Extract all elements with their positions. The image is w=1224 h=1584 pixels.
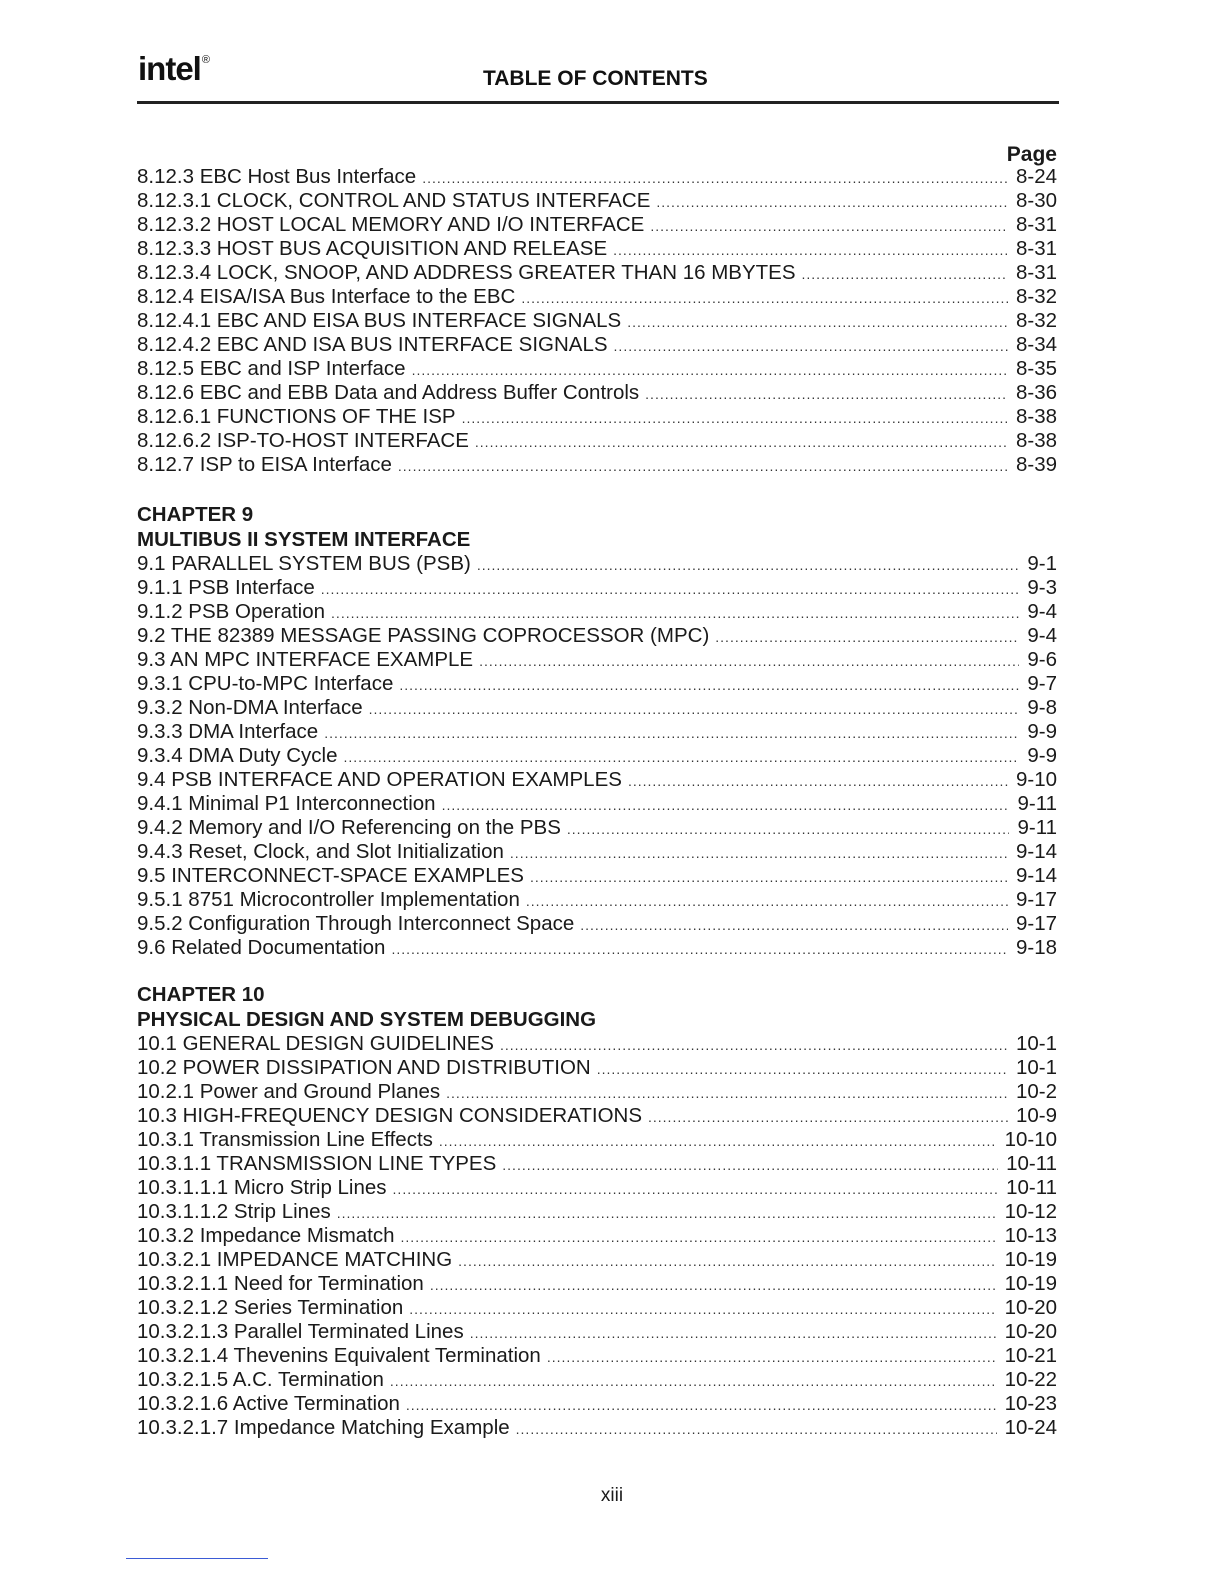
toc-entry-title: 9.3.1 CPU-to-MPC Interface	[137, 672, 394, 695]
toc-entry[interactable]	[137, 1104, 1057, 1128]
chapter9-block	[137, 502, 1057, 960]
toc-entry[interactable]	[137, 1200, 1057, 1224]
toc-entry-title: 9.3 AN MPC INTERFACE EXAMPLE	[137, 648, 474, 671]
toc-entry-page: 8-36	[1015, 381, 1057, 404]
dot-leader	[321, 577, 1020, 601]
toc-entry-page: 9-3	[1027, 576, 1057, 599]
toc-entry-title: 8.12.3.4 LOCK, SNOOP, AND ADDRESS GREATER THAN 16 MBYTES	[137, 261, 796, 284]
dot-leader	[479, 649, 1019, 673]
dot-leader	[656, 190, 1008, 214]
toc-entry[interactable]	[137, 816, 1057, 840]
toc-entry-page: 8-38	[1015, 429, 1057, 452]
toc-entry-title: 10.3.1 Transmission Line Effects	[137, 1128, 433, 1151]
toc-entry[interactable]	[137, 624, 1057, 648]
toc-entry-title: 9.4 PSB INTERFACE AND OPERATION EXAMPLES	[137, 768, 622, 791]
toc-entry[interactable]	[137, 453, 1057, 477]
toc-entry-title: 9.4.1 Minimal P1 Interconnection	[137, 792, 436, 815]
toc-entry-page: 10-24	[1004, 1416, 1057, 1439]
toc-entry-title: 9.4.3 Reset, Clock, and Slot Initialization	[137, 840, 504, 863]
toc-entry-page: 8-32	[1015, 285, 1057, 308]
page-column-label: Page	[1006, 143, 1057, 166]
dot-leader	[715, 625, 1019, 649]
dot-leader	[477, 553, 1020, 577]
toc-entry-page: 9-9	[1027, 720, 1057, 743]
dot-leader	[521, 286, 1008, 310]
toc-entry-title: 8.12.3 EBC Host Bus Interface	[137, 165, 417, 188]
dot-leader	[422, 166, 1008, 190]
toc-entry-title: 9.3.3 DMA Interface	[137, 720, 319, 743]
dot-leader	[614, 334, 1008, 358]
toc-entry[interactable]	[137, 744, 1057, 768]
toc-entry[interactable]	[137, 285, 1057, 309]
toc-entry-title: 8.12.4 EISA/ISA Bus Interface to the EBC	[137, 285, 516, 308]
toc-entry[interactable]	[137, 165, 1057, 189]
toc-entry-title: 8.12.6.1 FUNCTIONS OF THE ISP	[137, 405, 456, 428]
chapter10-label: CHAPTER 10	[137, 983, 265, 1006]
dot-leader	[398, 454, 1008, 478]
toc-entry[interactable]	[137, 1416, 1057, 1440]
chapter10-entries	[137, 1032, 1057, 1440]
dot-leader	[627, 310, 1008, 334]
toc-entry-title: 10.3.2.1 IMPEDANCE MATCHING	[137, 1248, 453, 1271]
toc-entry-page: 9-17	[1015, 912, 1057, 935]
toc-entry-page: 8-24	[1015, 165, 1057, 188]
dot-leader	[324, 721, 1019, 745]
toc-entry-page: 10-19	[1004, 1272, 1057, 1295]
toc-entry-title: 9.5.1 8751 Microcontroller Implementation	[137, 888, 520, 911]
toc-entry-title: 10.3.1.1.2 Strip Lines	[137, 1200, 331, 1223]
dot-leader	[412, 358, 1008, 382]
toc-entry-title: 9.2 THE 82389 MESSAGE PASSING COPROCESSOR (MPC)	[137, 624, 710, 647]
toc-entry[interactable]	[137, 1224, 1057, 1248]
registered-mark: ®	[201, 54, 209, 66]
footer-link-underline	[126, 1558, 268, 1559]
chapter9-entries	[137, 552, 1057, 960]
toc-entry-page: 8-35	[1015, 357, 1057, 380]
intel-logo	[138, 50, 209, 88]
toc-entry-title: 8.12.7 ISP to EISA Interface	[137, 453, 392, 476]
toc-entry-page: 10-1	[1015, 1056, 1057, 1079]
toc-entry[interactable]	[137, 912, 1057, 936]
toc-entry-page: 9-10	[1015, 768, 1057, 791]
toc-entry-title: 10.3.2.1.4 Thevenins Equivalent Termination	[137, 1344, 541, 1367]
chapter10-block	[137, 982, 1057, 1440]
chapter9-title: MULTIBUS II SYSTEM INTERFACE	[137, 528, 471, 551]
dot-leader	[439, 1129, 997, 1153]
dot-leader	[430, 1273, 997, 1297]
dot-leader	[475, 430, 1008, 454]
toc-entry[interactable]	[137, 1152, 1057, 1176]
dot-leader	[344, 745, 1020, 769]
toc-entry[interactable]	[137, 792, 1057, 816]
toc-entry-title: 9.5.2 Configuration Through Interconnect Space	[137, 912, 575, 935]
toc-entry[interactable]	[137, 1320, 1057, 1344]
chapter9-label: CHAPTER 9	[137, 503, 254, 526]
toc-entry-title: 8.12.3.1 CLOCK, CONTROL AND STATUS INTERFACE	[137, 189, 651, 212]
toc-entry-title: 10.1 GENERAL DESIGN GUIDELINES	[137, 1032, 494, 1055]
dot-leader	[393, 1177, 999, 1201]
toc-entry-page: 10-22	[1004, 1368, 1057, 1391]
dot-leader	[406, 1393, 997, 1417]
toc-entry[interactable]	[137, 864, 1057, 888]
dot-leader	[458, 1249, 996, 1273]
toc-entry[interactable]	[137, 696, 1057, 720]
toc-entry-page: 10-20	[1004, 1296, 1057, 1319]
toc-entry-title: 9.1.2 PSB Operation	[137, 600, 326, 623]
dot-leader	[650, 214, 1008, 238]
toc-entry[interactable]	[137, 189, 1057, 213]
toc-entry-page: 9-11	[1017, 816, 1057, 839]
dot-leader	[802, 262, 1008, 286]
toc-entry-title: 8.12.4.1 EBC AND EISA BUS INTERFACE SIGNALS	[137, 309, 622, 332]
toc-entry-title: 9.5 INTERCONNECT-SPACE EXAMPLES	[137, 864, 524, 887]
toc-entry[interactable]	[137, 213, 1057, 237]
toc-entry-title: 9.1 PARALLEL SYSTEM BUS (PSB)	[137, 552, 471, 575]
toc-entry[interactable]	[137, 600, 1057, 624]
toc-entry-title: 10.2.1 Power and Ground Planes	[137, 1080, 441, 1103]
toc-entry[interactable]	[137, 552, 1057, 576]
toc-entry-page: 10-19	[1004, 1248, 1057, 1271]
toc-entry-title: 10.3.2.1.1 Need for Termination	[137, 1272, 424, 1295]
dot-leader	[516, 1417, 997, 1441]
toc-entry-page: 8-31	[1015, 237, 1057, 260]
dot-leader	[502, 1153, 998, 1177]
dot-leader	[470, 1321, 997, 1345]
toc-entry-title: 10.3.1.1.1 Micro Strip Lines	[137, 1176, 387, 1199]
toc-entry-title: 9.3.4 DMA Duty Cycle	[137, 744, 338, 767]
toc-entry-title: 10.3.2.1.5 A.C. Termination	[137, 1368, 384, 1391]
toc-entry[interactable]	[137, 888, 1057, 912]
toc-entry-page: 10-11	[1006, 1152, 1057, 1175]
toc-entry[interactable]	[137, 333, 1057, 357]
toc-entry[interactable]	[137, 1248, 1057, 1272]
dot-leader	[442, 793, 1010, 817]
toc-entry[interactable]	[137, 381, 1057, 405]
toc-entry-title: 10.3.2.1.3 Parallel Terminated Lines	[137, 1320, 464, 1343]
toc-entry-page: 9-1	[1027, 552, 1057, 575]
toc-entry-page: 10-9	[1015, 1104, 1057, 1127]
dot-leader	[337, 1201, 997, 1225]
dot-leader	[547, 1345, 997, 1369]
toc-entry[interactable]	[137, 261, 1057, 285]
toc-entry[interactable]	[137, 768, 1057, 792]
dot-leader	[391, 937, 1008, 961]
chapter10-title: PHYSICAL DESIGN AND SYSTEM DEBUGGING	[137, 1008, 597, 1031]
toc-entry-page: 8-39	[1015, 453, 1057, 476]
toc-entry-title: 10.3.1.1 TRANSMISSION LINE TYPES	[137, 1152, 497, 1175]
toc-entry-title: 10.3 HIGH-FREQUENCY DESIGN CONSIDERATIONS	[137, 1104, 642, 1127]
toc-entry-page: 9-4	[1027, 624, 1057, 647]
toc-entry[interactable]	[137, 1032, 1057, 1056]
toc-entry-page: 8-38	[1015, 405, 1057, 428]
toc-entry-title: 9.4.2 Memory and I/O Referencing on the PBS	[137, 816, 561, 839]
dot-leader	[401, 1225, 997, 1249]
toc-entry[interactable]	[137, 309, 1057, 333]
dot-leader	[597, 1057, 1008, 1081]
toc-entry-page: 8-30	[1015, 189, 1057, 212]
toc-entry[interactable]	[137, 1080, 1057, 1104]
toc-entry[interactable]	[137, 648, 1057, 672]
toc-entry[interactable]	[137, 1296, 1057, 1320]
toc-entry-title: 8.12.3.3 HOST BUS ACQUISITION AND RELEASE	[137, 237, 608, 260]
toc-entry[interactable]	[137, 1176, 1057, 1200]
dot-leader	[645, 382, 1008, 406]
toc-entry[interactable]	[137, 357, 1057, 381]
toc-entry-page: 10-12	[1004, 1200, 1057, 1223]
dot-leader	[567, 817, 1010, 841]
toc-entry[interactable]	[137, 1272, 1057, 1296]
toc-entry-page: 9-11	[1017, 792, 1057, 815]
toc-entry[interactable]	[137, 1344, 1057, 1368]
toc-entry[interactable]	[137, 1056, 1057, 1080]
dot-leader	[580, 913, 1008, 937]
toc-entry-title: 9.1.1 PSB Interface	[137, 576, 315, 599]
toc-entry[interactable]	[137, 720, 1057, 744]
toc-entry-page: 10-13	[1004, 1224, 1057, 1247]
toc-entry-page: 8-31	[1015, 213, 1057, 236]
dot-leader	[500, 1033, 1008, 1057]
toc-entry-page: 9-7	[1027, 672, 1057, 695]
toc-entry[interactable]	[137, 936, 1057, 960]
dot-leader	[510, 841, 1008, 865]
toc-entry-page: 9-4	[1027, 600, 1057, 623]
toc-entry[interactable]	[137, 405, 1057, 429]
toc-entry-page: 10-2	[1015, 1080, 1057, 1103]
logo-text: intel	[138, 50, 201, 87]
toc-entry-page: 9-14	[1015, 840, 1057, 863]
toc-entry-page: 8-31	[1015, 261, 1057, 284]
dot-leader	[399, 673, 1019, 697]
toc-entry-page: 9-9	[1027, 744, 1057, 767]
dot-leader	[613, 238, 1008, 262]
toc-entry-page: 9-8	[1027, 696, 1057, 719]
toc-entry-title: 8.12.5 EBC and ISP Interface	[137, 357, 406, 380]
toc-entry-page: 9-18	[1015, 936, 1057, 959]
header-rule	[137, 101, 1059, 104]
toc-entry[interactable]	[137, 672, 1057, 696]
toc-entry-title: 10.3.2.1.6 Active Termination	[137, 1392, 400, 1415]
toc-entry-page: 10-1	[1015, 1032, 1057, 1055]
toc-entry-title: 10.3.2.1.2 Series Termination	[137, 1296, 404, 1319]
toc-entry-title: 10.3.2 Impedance Mismatch	[137, 1224, 395, 1247]
dot-leader	[648, 1105, 1008, 1129]
dot-leader	[462, 406, 1008, 430]
toc-entry-page: 9-17	[1015, 888, 1057, 911]
toc-entry-page: 10-11	[1006, 1176, 1057, 1199]
toc-entry-title: 9.6 Related Documentation	[137, 936, 386, 959]
section8-entries	[137, 165, 1057, 477]
dot-leader	[390, 1369, 997, 1393]
dot-leader	[530, 865, 1008, 889]
toc-entry-page: 10-20	[1004, 1320, 1057, 1343]
page-number: xiii	[600, 1485, 624, 1506]
toc-entry[interactable]	[137, 840, 1057, 864]
toc-entry-title: 9.3.2 Non-DMA Interface	[137, 696, 363, 719]
toc-entry[interactable]	[137, 576, 1057, 600]
toc-entry-page: 10-23	[1004, 1392, 1057, 1415]
toc-entry-title: 8.12.6 EBC and EBB Data and Address Buffer Controls	[137, 381, 640, 404]
dot-leader	[446, 1081, 1008, 1105]
toc-entry-page: 10-10	[1004, 1128, 1057, 1151]
toc-entry[interactable]	[137, 1128, 1057, 1152]
dot-leader	[331, 601, 1019, 625]
toc-entry-title: 10.3.2.1.7 Impedance Matching Example	[137, 1416, 510, 1439]
toc-entry-title: 10.2 POWER DISSIPATION AND DISTRIBUTION	[137, 1056, 591, 1079]
toc-entry-title: 8.12.3.2 HOST LOCAL MEMORY AND I/O INTERFACE	[137, 213, 645, 236]
toc-entry[interactable]	[137, 429, 1057, 453]
toc-entry-page: 8-34	[1015, 333, 1057, 356]
toc-entry[interactable]	[137, 1368, 1057, 1392]
toc-entry-page: 8-32	[1015, 309, 1057, 332]
dot-leader	[526, 889, 1008, 913]
dot-leader	[369, 697, 1020, 721]
dot-leader	[628, 769, 1008, 793]
toc-entry-title: 8.12.6.2 ISP-TO-HOST INTERFACE	[137, 429, 469, 452]
dot-leader	[409, 1297, 996, 1321]
toc-entry[interactable]	[137, 1392, 1057, 1416]
toc-entry-title: 8.12.4.2 EBC AND ISA BUS INTERFACE SIGNALS	[137, 333, 608, 356]
toc-entry[interactable]	[137, 237, 1057, 261]
toc-entry-page: 9-14	[1015, 864, 1057, 887]
toc-entry-page: 10-21	[1004, 1344, 1057, 1367]
toc-entry-page: 9-6	[1027, 648, 1057, 671]
page-title: TABLE OF CONTENTS	[483, 67, 708, 90]
